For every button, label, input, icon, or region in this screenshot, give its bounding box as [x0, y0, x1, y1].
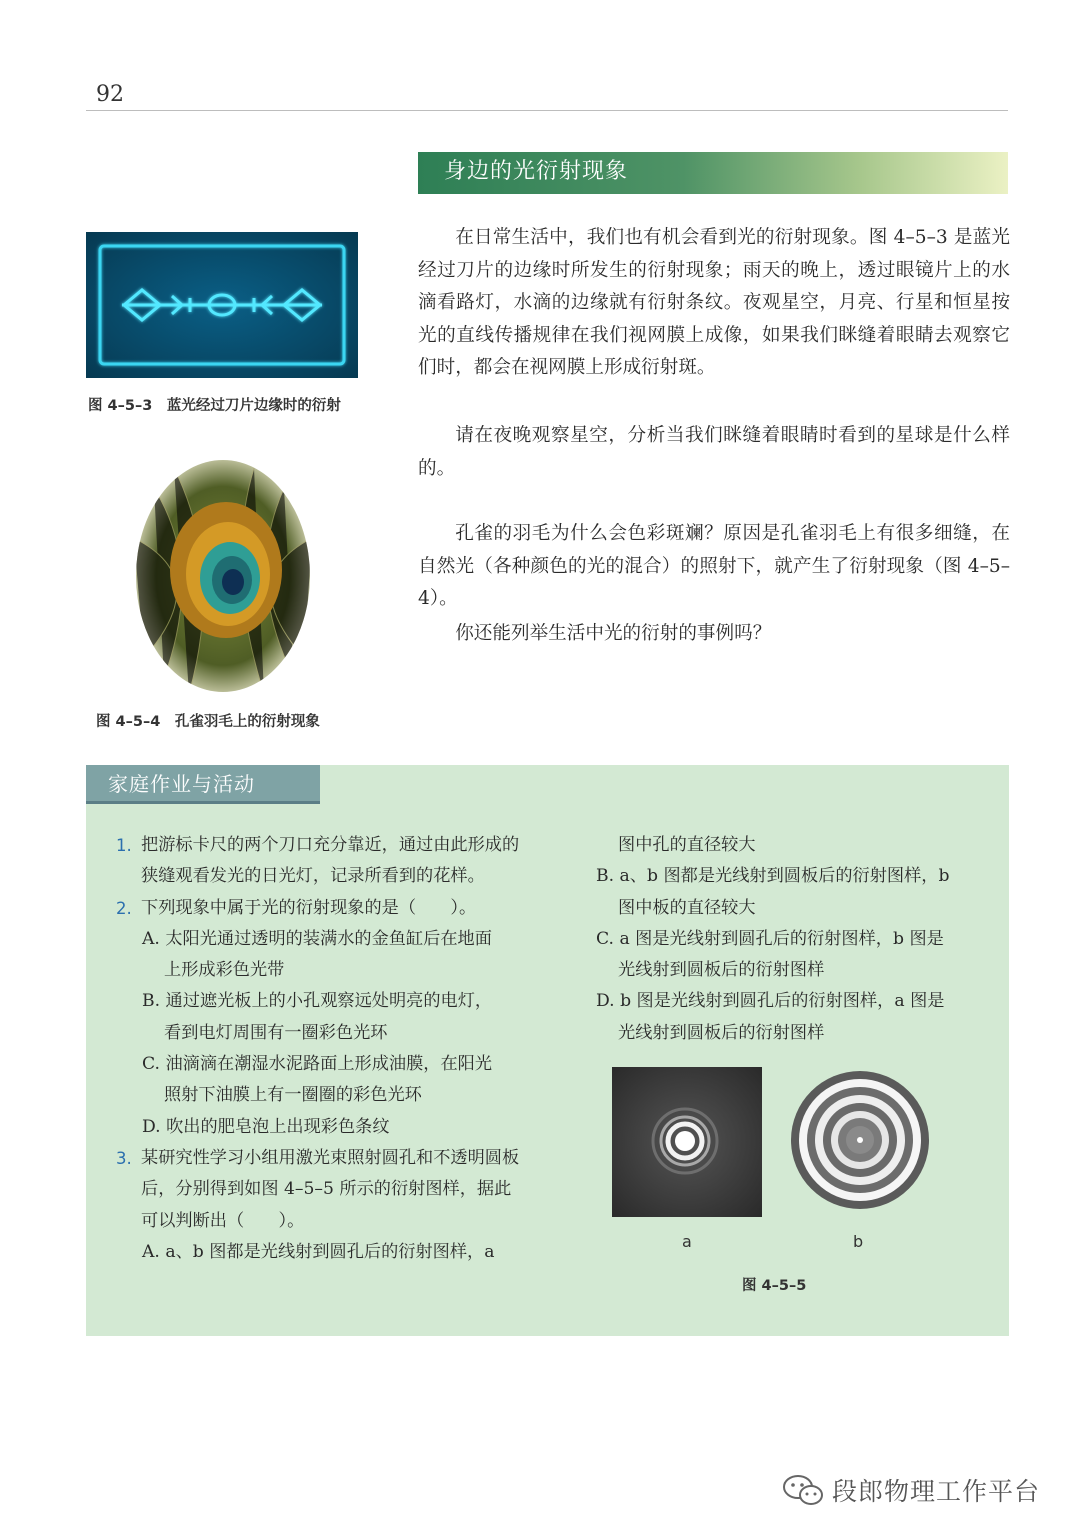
figure-label-a: a [682, 1232, 692, 1251]
option-line: A. 太阳光通过透明的装满水的金鱼缸后在地面 [142, 928, 492, 949]
figure-label-b: b [853, 1232, 864, 1251]
option-line: B. a、b 图都是光线射到圆板后的衍射图样，b [596, 866, 950, 887]
body-paragraph: 孔雀的羽毛为什么会色彩斑斓？原因是孔雀羽毛上有很多细缝，在自然光（各种颜色的光的混合）的照射下，就产生了衍射现象（图 4–5–4）。 [418, 523, 1010, 610]
homework-title: 家庭作业与活动 [108, 772, 255, 796]
option-line: D. 吹出的肥皂泡上出现彩色条纹 [142, 1116, 390, 1137]
option-line: C. a 图是光线射到圆孔后的衍射图样，b 图是 [596, 928, 944, 949]
option-line: 照射下油膜上有一圈圈的彩色光环 [164, 1085, 422, 1106]
option-line: 上形成彩色光带 [164, 960, 285, 981]
razor-blade-diffraction-image [86, 232, 358, 378]
header-rule [86, 110, 1008, 111]
watermark-text: 段郎物理工作平台 [832, 1477, 1041, 1506]
homework-banner-underline [86, 801, 320, 804]
option-line: D. b 图是光线射到圆孔后的衍射图样，a 图是 [596, 991, 945, 1012]
body-paragraph: 请在夜晚观察星空，分析当我们眯缝着眼睛时看到的星球是什么样的。 [418, 425, 1010, 479]
figure-caption: 图 4–5–3 蓝光经过刀片边缘时的衍射 [88, 398, 341, 414]
option-line: 光线射到圆板后的衍射图样 [618, 960, 825, 981]
wechat-icon [782, 1473, 824, 1507]
figure-caption: 图 4–5–4 孔雀羽毛上的衍射现象 [96, 714, 320, 730]
option-line: C. 油滴滴在潮湿水泥路面上形成油膜，在阳光 [142, 1054, 493, 1075]
option-line: 光线射到圆板后的衍射图样 [618, 1022, 825, 1043]
option-line: B. 通过遮光板上的小孔观察远处明亮的电灯， [142, 991, 493, 1012]
question-2 [116, 893, 526, 924]
option-line: A. a、b 图都是光线射到圆孔后的衍射图样，a [142, 1241, 495, 1262]
questions-right-column [596, 830, 996, 1049]
peacock-feather-image [134, 458, 312, 694]
body-paragraph: 在日常生活中，我们也有机会看到光的衍射现象。图 4–5–3 是蓝光经过刀片的边缘时所发生的衍射现象；雨天的晚上，透过眼镜片上的水滴看路灯，水滴的边缘就有衍射条纹。夜观星空，月亮、行星和恒星按光的直线传播规律在我们视网膜上成像，如果我们眯缝着眼睛去观察它们时，都会在视网膜上形成衍射斑。 [418, 227, 1010, 379]
page-number: 92 [96, 82, 124, 107]
question-text: 下列现象中属于光的衍射现象的是（ ）。 [141, 897, 477, 918]
question-text: 把游标卡尺的两个刀口充分靠近，通过由此形成的狭缝观看发光的日光灯，记录所看到的花样。 [141, 835, 520, 887]
question-number: 3. [116, 1148, 132, 1168]
figure-caption: 图 4–5–5 [742, 1278, 807, 1294]
question-number: 1. [116, 836, 132, 855]
question-text: 某研究性学习小组用激光束照射圆孔和不透明圆板后，分别得到如图 4–5–5 所示的衍射图样，据此可以判断出（ ）。 [141, 1147, 520, 1231]
aperture-diffraction-image-a [612, 1067, 762, 1217]
question-number: 2. [116, 898, 132, 918]
question-1 [116, 830, 526, 893]
questions-left-column [116, 830, 526, 1268]
disc-diffraction-image-b [790, 1070, 930, 1210]
question-3 [116, 1143, 526, 1237]
option-line: 图中孔的直径较大 [618, 835, 756, 855]
option-line: 看到电灯周围有一圈彩色光环 [164, 1022, 388, 1043]
option-line: 图中板的直径较大 [618, 897, 756, 918]
body-paragraph: 你还能列举生活中光的衍射的事例吗？ [455, 623, 772, 644]
watermark [782, 1470, 1040, 1510]
section-title: 身边的光衍射现象 [444, 159, 629, 184]
